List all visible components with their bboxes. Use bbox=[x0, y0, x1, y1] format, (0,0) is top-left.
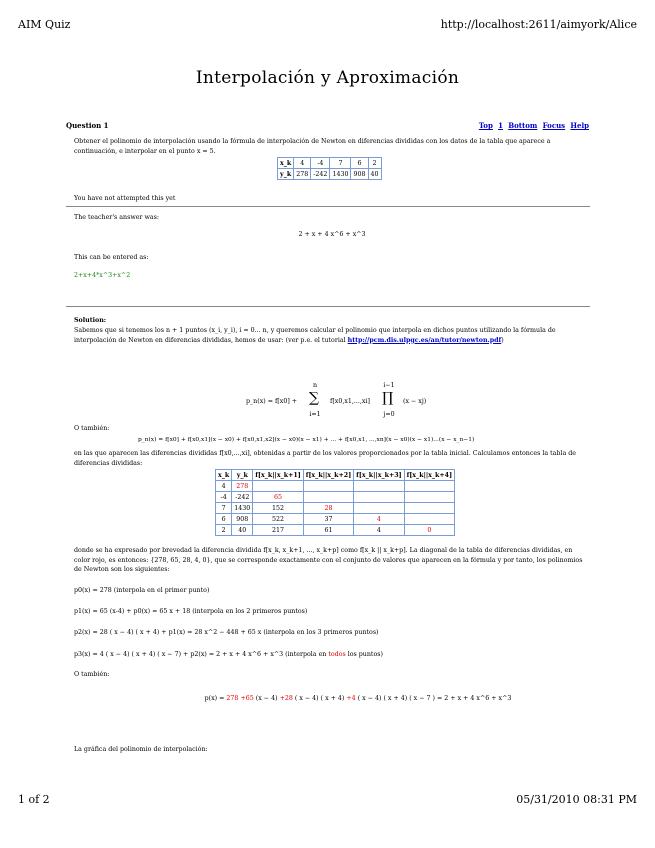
table-cell: 4 bbox=[354, 525, 404, 536]
table-cell: 61 bbox=[303, 525, 353, 536]
table-cell: -242 bbox=[232, 492, 253, 503]
column-header: f[x_k||x_k+4] bbox=[404, 470, 454, 481]
table-cell: 908 bbox=[232, 514, 253, 525]
formula1-left: p_n(x) = f[x0] + bbox=[246, 398, 298, 405]
table-cell bbox=[354, 503, 404, 514]
graph-label: La gráfica del polinomio de interpolación: bbox=[74, 746, 208, 753]
table-row bbox=[216, 514, 455, 525]
p2-line: p2(x) = 28 ( x − 4) ( x + 4) + p1(x) = 28 x^2 − 448 + 65 x (interpola en los 3 primeros puntos) bbox=[74, 629, 379, 636]
also-label-1: O también: bbox=[74, 425, 110, 432]
final-coef-1: 278 bbox=[226, 695, 239, 702]
p0-line: p0(x) = 278 (interpola en el primer punto) bbox=[74, 587, 210, 594]
product-symbol: ∏ bbox=[382, 390, 394, 406]
final-formula bbox=[138, 694, 578, 704]
solution-heading: Solution: bbox=[74, 317, 107, 324]
table-cell: 278 bbox=[294, 169, 311, 180]
table-cell bbox=[404, 503, 454, 514]
sum-bottom: i=1 bbox=[309, 411, 321, 418]
table-cell bbox=[354, 492, 404, 503]
p3-text-c: los puntos) bbox=[345, 651, 383, 658]
divider bbox=[66, 206, 590, 207]
divided-differences-table bbox=[215, 469, 455, 536]
table-cell: 6 bbox=[351, 158, 368, 169]
page-number: 1 of 2 bbox=[18, 793, 50, 806]
table-cell: 217 bbox=[253, 525, 303, 536]
teacher-answer-label: The teacher's answer was: bbox=[74, 214, 159, 221]
page-title: Interpolación y Aproximación bbox=[195, 68, 460, 88]
p3-text-b: todos bbox=[328, 651, 346, 658]
p3-text-a: p3(x) = 4 ( x − 4) ( x + 4) ( x − 7) + p2(x) = 2 + x + 4 x^6 + x^3 (interpola en bbox=[74, 651, 329, 658]
question-nav-links bbox=[476, 121, 589, 130]
question-text: Obtener el polinomio de interpolación usando la fórmula de interpolación de Newton en diferencias divididas con los datos de la tabla que aparece a continuación, e interpolar en el punto x = 5. bbox=[74, 138, 551, 155]
final-term-4: ( x − 4) ( x + 4) ( x − 7 ) bbox=[357, 695, 435, 702]
bottom-link[interactable]: Bottom bbox=[508, 121, 538, 130]
table-row bbox=[278, 169, 382, 180]
sum-symbol: ∑ bbox=[309, 390, 319, 406]
table-cell: 7 bbox=[216, 503, 232, 514]
diagonal-cell: 28 bbox=[303, 503, 353, 514]
tutorial-link[interactable]: http://pcm.dis.ulpgc.es/an/tutor/newton.pdf bbox=[347, 336, 502, 344]
browser-print-title: AIM Quiz bbox=[18, 18, 71, 31]
table-cell: 152 bbox=[253, 503, 303, 514]
final-coef-4: +4 bbox=[346, 695, 356, 702]
solution-intro-text: Sabemos que si tenemos los n + 1 puntos (x_i, y_i), i = 0... n, y queremos calcular el polinomio que interpola en dichos puntos utilizando la fórmula de interpolación de Newton en diferencias divididas, hemos de usar: (ver p.e. el tutorial bbox=[74, 327, 556, 344]
column-header: f[x_k||x_k+2] bbox=[303, 470, 353, 481]
divider bbox=[66, 306, 590, 307]
table-cell bbox=[253, 481, 303, 492]
table-cell: 37 bbox=[303, 514, 353, 525]
print-timestamp: 05/31/2010 08:31 PM bbox=[516, 793, 637, 806]
final-coef-3: +28 bbox=[279, 695, 293, 702]
table-cell: 4 bbox=[216, 481, 232, 492]
p1-line: p1(x) = 65 (x-4) + p0(x) = 65 x + 18 (interpola en los 2 primeros puntos) bbox=[74, 608, 308, 615]
table-cell bbox=[354, 481, 404, 492]
final-right: = 2 + x + 4 x^6 + x^3 bbox=[437, 695, 512, 702]
table-cell: -242 bbox=[311, 169, 330, 180]
column-header: f[x_k||x_k+1] bbox=[253, 470, 303, 481]
table-cell: 2 bbox=[216, 525, 232, 536]
also-label-2: O también: bbox=[74, 671, 110, 678]
table-cell: 1430 bbox=[232, 503, 253, 514]
formula1-mid: f[x0,x1,...,xi] bbox=[330, 398, 370, 405]
table-row bbox=[216, 481, 455, 492]
final-left: p(x) = bbox=[204, 695, 225, 702]
table-cell: -4 bbox=[311, 158, 330, 169]
table-cell: 40 bbox=[368, 169, 381, 180]
close-paren: ) bbox=[501, 336, 504, 344]
final-term-2: (x − 4) bbox=[255, 695, 278, 702]
table-header-row bbox=[216, 470, 455, 481]
attempt-status: You have not attempted this yet bbox=[74, 195, 176, 202]
entered-as-label: This can be entered as: bbox=[74, 254, 149, 261]
diagonal-cell: 4 bbox=[354, 514, 404, 525]
question-number-link[interactable]: 1 bbox=[498, 121, 503, 130]
diagonal-cell: 65 bbox=[253, 492, 303, 503]
points-table bbox=[277, 157, 382, 180]
table-cell: -4 bbox=[216, 492, 232, 503]
table-cell bbox=[404, 492, 454, 503]
formula2: p_n(x) = f[x0] + f[x0,x1](x − x0) + f[x0,x1,x2](x − x0)(x − x1) + ... + f[x0,x1, ...,xn](x − x0)(x − x1)...(x − x_n−1) bbox=[138, 437, 475, 443]
table-cell: 4 bbox=[294, 158, 311, 169]
table-cell: 1430 bbox=[330, 169, 351, 180]
solution-intro bbox=[74, 326, 590, 345]
table-cell: 908 bbox=[351, 169, 368, 180]
diagonal-cell: 0 bbox=[404, 525, 454, 536]
question-label: Question 1 bbox=[66, 121, 109, 130]
table-cell: 522 bbox=[253, 514, 303, 525]
final-coef-2: +65 bbox=[240, 695, 254, 702]
table-cell bbox=[404, 481, 454, 492]
table-cell: 7 bbox=[330, 158, 351, 169]
column-header: y_k bbox=[232, 470, 253, 481]
column-header: x_k bbox=[216, 470, 232, 481]
table-row bbox=[216, 525, 455, 536]
table-cell: x_k bbox=[278, 158, 294, 169]
entered-as-value: 2+x+4*x^3+x^2 bbox=[74, 272, 131, 279]
table-cell: y_k bbox=[278, 169, 294, 180]
help-link[interactable]: Help bbox=[570, 121, 589, 130]
table-cell: 6 bbox=[216, 514, 232, 525]
table-row bbox=[216, 503, 455, 514]
table-cell bbox=[404, 514, 454, 525]
table-cell bbox=[303, 481, 353, 492]
table-cell bbox=[303, 492, 353, 503]
table-row bbox=[216, 492, 455, 503]
top-link[interactable]: Top bbox=[478, 121, 493, 130]
solution-text-2: en las que aparecen las diferencias divididas f[x0,...,xi], obtenidas a partir de los valores proporcionados por la tabla inicial. Calculamos entonces la tabla de diferencias divididas: bbox=[74, 450, 576, 467]
diagonal-cell: 278 bbox=[232, 481, 253, 492]
product-bottom: j=0 bbox=[383, 411, 395, 418]
solution-text-3: donde se ha expresado por brevedad la diferencia dividida f[x_k, x_k+1, ..., x_k+p] como f[x_k || x_k+p]. La diagonal de la tabla de diferencias divididas, en color rojo, es entonces: {278, 65, 28, 4, 0}, que se corresponde exactamente con el conjunto de valores que aparecen en la fórmula y por tanto, los polinomios de Newton son los siguientes: bbox=[74, 547, 583, 573]
table-row bbox=[278, 158, 382, 169]
teacher-answer: 2 + x + 4 x^6 + x^3 bbox=[298, 231, 366, 238]
focus-link[interactable]: Focus bbox=[542, 121, 566, 130]
table-cell: 40 bbox=[232, 525, 253, 536]
table-cell: 2 bbox=[368, 158, 381, 169]
sum-top: n bbox=[312, 382, 318, 389]
formula1-right: (x − xj) bbox=[403, 398, 427, 405]
column-header: f[x_k||x_k+3] bbox=[354, 470, 404, 481]
product-top: i−1 bbox=[383, 382, 395, 389]
browser-print-url: http://localhost:2611/aimyork/Alice bbox=[440, 18, 637, 31]
final-term-3: ( x − 4) ( x + 4) bbox=[294, 695, 345, 702]
p3-line bbox=[74, 650, 383, 660]
